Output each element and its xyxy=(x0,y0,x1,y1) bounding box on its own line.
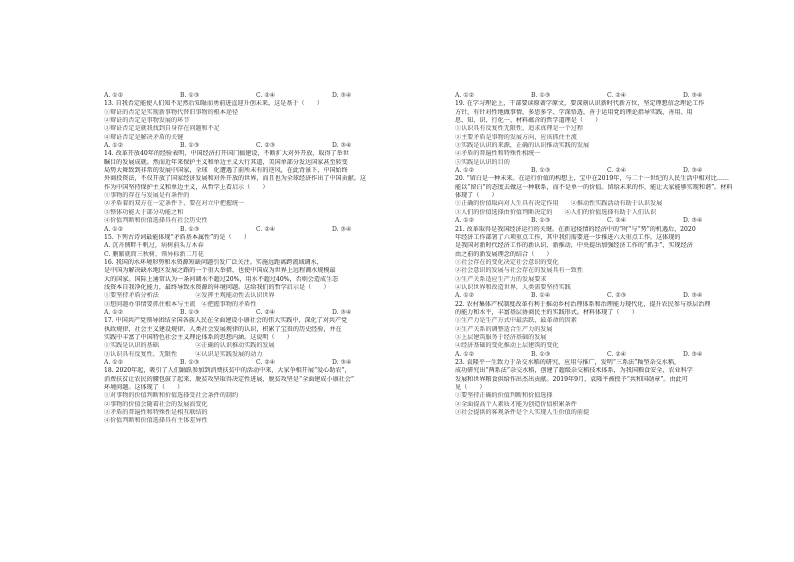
option-text: ②生产关系的调整适合生产力的发展 xyxy=(455,325,553,333)
answer-choice: B. ①③ xyxy=(531,217,551,225)
option-text: ③生产关系适应生产力的发展要求 xyxy=(455,275,547,283)
option-text: ②辩证的否定是事物发展的环节 xyxy=(104,117,190,125)
question-text: 19. 在学习理论上，干部要读原著学原文，要深刻认识新时代新方位，坚定理想信念理论工作 xyxy=(455,100,705,108)
option-text: ①要坚持矛盾分析法 ②发挥主观能动性去认识世界 xyxy=(104,292,275,300)
option-text: ④矛盾的普遍性和特殊性相统一 xyxy=(455,150,541,158)
question-text: 18. 2020年起，吸引了人们踊跃参加到消费扶贫中的活动中来，大家争相开展“爱心助农”， xyxy=(104,367,351,375)
question-text: 21. 改革取得是我国经济运行的关键。在新冠疫情的经济中的“时”与“势”的机遇后，2020 xyxy=(455,225,696,233)
option-text: ④认识世界和改造世界，人类需要坚持实践 xyxy=(455,283,571,291)
answer-choice: C. ②④ xyxy=(607,350,627,358)
option-text: ③实践是认识的来源，正确的认识推动实践的发展 xyxy=(455,142,590,150)
option-text: ③上层建筑服务于经济基础的发展 xyxy=(455,333,547,341)
answer-choice: D. ③④ xyxy=(683,167,703,175)
question-text: 实践中丰富了中国特色社会主义理论体系的思想内涵。这说明（ ） xyxy=(104,333,293,341)
question-text: 15. 下列古诗词最能体现“矛盾基本属性”的是（ ） xyxy=(104,233,250,241)
answer-choice: A. ①② xyxy=(455,92,475,99)
answer-choice: B. ①③ xyxy=(180,142,200,150)
answer-choices xyxy=(455,167,759,175)
answer-choice: C. ②④ xyxy=(256,359,276,366)
answer-choices xyxy=(455,292,759,300)
question-text: 20. “留白是一种未来。在运行价值的构想上，宝中在2019年，与二十一世纪的人民生活中相对比…… xyxy=(455,175,730,183)
answer-choice: A. ①② xyxy=(104,92,124,99)
answer-choices xyxy=(104,92,408,100)
option-text: ①要坚持正确的价值判断和价值选择 xyxy=(455,392,553,400)
option-text: A. 沉舟侧畔千帆过，病树前头万木春 xyxy=(104,242,204,250)
question-text: 消费扶贫让农民的腰包鼓了起来，脱贫攻坚取得决定性进展，脱贫攻坚是“全面建成小康社会” xyxy=(104,375,354,383)
answer-choice: A. ①② xyxy=(104,359,124,366)
answer-choices xyxy=(104,309,408,317)
option-text: ②全面提高个人素质才能为创造价值积累条件 xyxy=(455,400,577,408)
question-text: 能以“留白”的态度去做这一种联系，而不是单一的价值。留给未来的作，能让大家能够实现和谐”。材料 xyxy=(455,183,733,191)
question-text: 作为中国坚持保护主义和单边主义，从哲学上看启示（ ） xyxy=(104,183,269,191)
question-text: 局势大舞致到非常的发展中国家，全球 化遭遇了前所未有的逆风，在此背景下，中国始终 xyxy=(104,167,348,175)
answer-choice: A. ①② xyxy=(104,225,124,233)
option-text: ③社会提供的客观条件是个人实现人生价值的前提 xyxy=(455,409,590,417)
answer-choice: D. ③④ xyxy=(332,92,352,99)
option-text: ③辩证否定是就我找到自身存在问题和不足 xyxy=(104,125,220,133)
answer-choice: D. ③④ xyxy=(683,92,703,99)
answer-choice: A. ①② xyxy=(104,142,124,150)
question-text: 13. 自我否定能使人们知不足然后知耻而勇前进直迎升创未来，这是基于（ ） xyxy=(104,100,323,108)
option-text: ①生产力是生产方式中最活跃、最革命的因素 xyxy=(455,317,577,325)
answer-choice: C. ②④ xyxy=(256,308,276,316)
answer-choice: C. ②④ xyxy=(607,217,627,225)
answer-choice: D. ③④ xyxy=(683,217,703,225)
answer-choice: C. ②④ xyxy=(607,92,627,99)
question-text: 思、知、识、行化一、材料蕴含的哲学道理是（ ） xyxy=(455,117,602,125)
question-text: 方针，有针对性地做事情，多思多学、学深悟透，善于运用党的理论指导实践，善用、用 xyxy=(455,108,693,116)
question-text: 外商投资法，不仅开放了国家经济发展和对外开放的世界，而且也为全球经济作出了中国贡献。这 xyxy=(104,175,367,183)
answer-choices xyxy=(104,359,408,367)
answer-choices xyxy=(455,217,759,225)
answer-choice: A. ①② xyxy=(455,217,475,225)
question-text: 22. 农村集体产权制度改革有利于推动乡村治理体系和治理能力现代化，提升农民参与基层治理 xyxy=(455,300,711,308)
option-text: ①事物的存在与发展是有条件的 xyxy=(104,192,190,200)
option-text: ④价值判断和价值选择具有社会历史性 xyxy=(104,217,208,225)
answer-choice: C. ②④ xyxy=(607,167,627,175)
question-text: 见（ ） xyxy=(455,384,486,392)
answer-choice: D. ③④ xyxy=(332,142,352,150)
option-text: ①实践是认识的基础 ②正确的认识推动实践的发展 xyxy=(104,342,275,350)
answer-choice: A. ①② xyxy=(104,308,124,316)
answer-choice: D. ③④ xyxy=(332,225,352,233)
question-text: 由之前的新发展理念的结合（ ） xyxy=(455,250,553,258)
answer-choice: D. ③④ xyxy=(332,308,352,316)
option-text: ①社会存在的变化决定社会意识的变化 xyxy=(455,258,559,266)
answer-choice: B. ①③ xyxy=(531,350,551,358)
option-text: C. 删繁就简三秋树，领异标新二月花 xyxy=(104,250,204,258)
question-text: 14. 改革开放40年的经验表明，中国经济打开国门搞建设，不断扩大对外开放，取得了举世 xyxy=(104,150,349,158)
answer-choice: C. ②③ xyxy=(256,142,276,150)
option-text: ③认识具有反复性、无限性 ④认识是实践发展的动力 xyxy=(104,350,263,358)
option-text: ②主要矛盾是事物的发展方向，应该抓住主流 xyxy=(455,133,577,141)
answer-choices xyxy=(104,226,408,234)
answer-choice: B. ①③ xyxy=(531,167,551,175)
question-text: 瞩目的发展成就。然而近年来保护主义和单边主义大行其道，美国单部分发达国家甚至转变 xyxy=(104,158,348,166)
option-text: ④价值判断和价值选择具有主体差异性 xyxy=(104,417,208,425)
answer-choice: B. ①③ xyxy=(180,359,200,366)
question-text: 23. 袁隆平一生致力于杂交水稻的研究、应用与推广，发明“三系法”籼型杂交水稻， xyxy=(455,359,681,366)
answer-choice: C. ②④ xyxy=(256,92,276,99)
question-text: 环境问题。这体现了（ ） xyxy=(104,384,184,392)
question-text: 17. 中国共产党领导团结全国各族人民在全面建设小康社会的伟大实践中，深化了对共产党 xyxy=(104,317,348,325)
question-text: 执政规律、社会主义建设规律、人类社会发展规律的认识，积累了宝贵的历史经验，并在 xyxy=(104,325,342,333)
answer-choice: A. ①② xyxy=(455,350,475,358)
option-text: ①辩证的否定是实现新事物代替旧事物的根本途径 xyxy=(104,108,239,116)
question-text: 是中国为解决缺水地区发展之路的一个重大举措，也使中国成为世界上远程调水规模最 xyxy=(104,267,336,275)
answer-choice: B. ①③ xyxy=(180,308,200,316)
option-text: ④辩证否定是解决矛盾的关键 xyxy=(104,133,184,141)
question-text: 成功研究出“两系法”杂交水稻，创建了超级杂交稻技术体系，为我国粮食安全、农业科学 xyxy=(455,367,693,375)
question-text: 的能力和水平，丰富基层协商民主的实践形式。材料体现了（ ） xyxy=(455,308,638,316)
answer-choice: D. ③④ xyxy=(683,292,703,300)
option-text: ①对事物的价值判断和价值选择受社会条件的制约 xyxy=(104,392,239,400)
answer-choice: D. ③④ xyxy=(332,359,352,366)
option-text: ②社会意识的发展与社会存在的发展具有一致性 xyxy=(455,267,583,275)
answer-choices xyxy=(104,142,408,150)
answer-choice: B. ①③ xyxy=(531,92,551,99)
question-text: 年经济工作部署了六项重点工作，其中我们需要进一步推进六大重点工作，这体现的 xyxy=(455,233,681,241)
question-text: 是我国对新时代经济工作的新认识、新推动，中央提出加强经济工作的“抓手”，实现经济 xyxy=(455,242,693,250)
option-text: ②事物的价值会随着社会的发展而变化 xyxy=(104,400,208,408)
option-text: ④经济基础的变化推动上层建筑的变化 xyxy=(455,342,559,350)
answer-choice: D. ③④ xyxy=(683,350,703,358)
left-column xyxy=(104,92,408,426)
question-text: 体现了（ ） xyxy=(455,192,498,200)
right-column xyxy=(455,92,759,417)
option-text: ③整体功能大于部分功能之和 xyxy=(104,208,184,216)
option-text: ⑤实践是认识的目的 xyxy=(455,158,510,166)
question-text: 发展和世界粮食供给作出杰出贡献。2019年9月，袁隆平被授予“共和国勋章”。由此可 xyxy=(455,375,688,383)
option-text: ③人们的价值选择由价值判断决定的 ④人们的价值选择有助于人们认识 xyxy=(455,208,657,216)
answer-choice: C. ②④ xyxy=(256,225,276,233)
option-text: ③想问题办事情要抓住根本与主流 ④把握事物的矛盾性 xyxy=(104,300,257,308)
answer-choices xyxy=(455,351,759,359)
answer-choice: A. ①② xyxy=(455,167,475,175)
answer-choice: B. ①③ xyxy=(180,92,200,99)
answer-choice: A. ①② xyxy=(455,292,475,300)
option-text: ①认识具有反复性无限性，追求真理是一个过程 xyxy=(455,125,583,133)
option-text: ②矛盾着的双方在一定条件下，要在对立中把握统一 xyxy=(104,200,245,208)
question-text: 16. 我国的水环境形势和水资源短缺问题引发广泛关注。实施远距离跨流域调水， xyxy=(104,258,323,266)
question-text: 浅资本自我净化能力，最终导致水资源的环境问题。这给我们的哲学启示是（ ） xyxy=(104,283,330,291)
answer-choices xyxy=(455,92,759,100)
answer-choice: B. ①④ xyxy=(531,292,551,300)
option-text: ①正确的价值取向对人生具有决定作用 ②推动性实践活动有助于认识发展 xyxy=(455,200,663,208)
option-text: ③矛盾的普遍性和特殊性是相互联结的 xyxy=(104,409,208,417)
question-text: 大的国家。国际上通常认为一条河调水不超过20%，用水不超过40%，否则会造成生态 xyxy=(104,275,339,283)
answer-choice: C. ②③ xyxy=(607,292,627,300)
answer-choice: B. ①③ xyxy=(180,225,200,233)
